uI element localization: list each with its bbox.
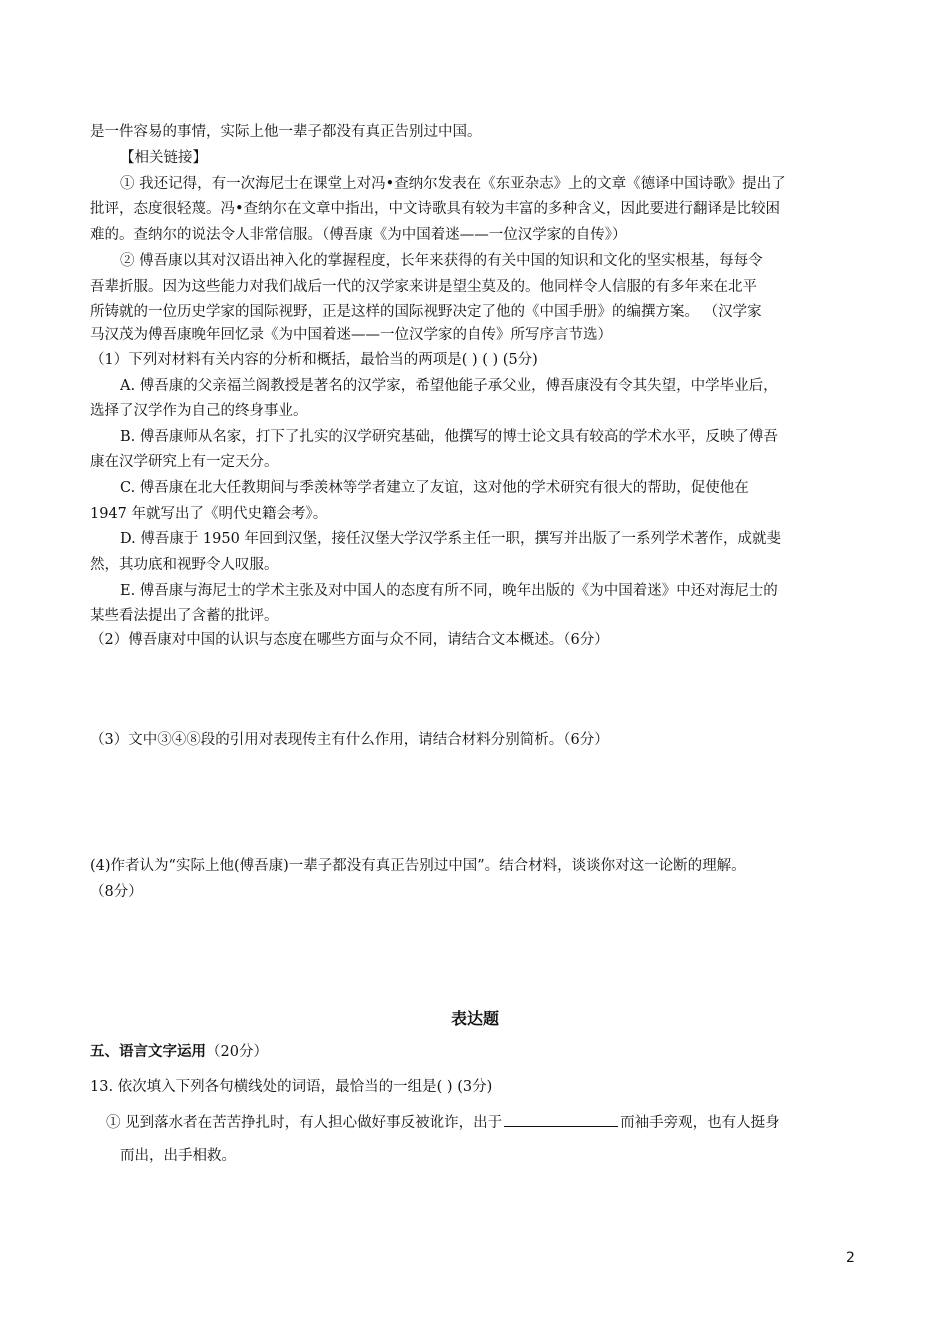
option-a: A. 傅吾康的父亲福兰阁教授是著名的汉学家，希望他能子承父业，傅吾康没有令其失望，中学毕业后， xyxy=(120,378,778,394)
section-five-title xyxy=(90,1042,870,1062)
section-heading: 表达题 xyxy=(450,1009,499,1028)
question-4-score: （8分） xyxy=(90,884,143,900)
section-five-score: （20分） xyxy=(206,1044,268,1060)
option-b: B. 傅吾康师从名家，打下了扎实的汉学研究基础，他撰写的博士论文具有较高的学术水平，反映了傅吾 xyxy=(120,429,778,445)
answer-blank[interactable] xyxy=(504,1112,618,1127)
text-line: 马汉茂为傅吾康晚年回忆录《为中国着迷——一位汉学家的自传》所写序言节选） xyxy=(90,327,612,343)
text-line: 批评，态度很轻蔑。冯•查纳尔在文章中指出，中文诗歌具有较为丰富的多种含义，因此要进行翻译是比较困 xyxy=(90,201,781,217)
question-13-item-1 xyxy=(106,1112,870,1133)
option-d: D. 傅吾康于 1950 年回到汉堡，接任汉堡大学汉学系主任一职，撰写并出版了一系列学术著作，成就斐 xyxy=(120,531,781,547)
option-c-cont: 1947 年就写出了《明代史籍会考》。 xyxy=(90,506,328,522)
text-line: 吾辈折服。因为这些能力对我们战后一代的汉学家来讲是望尘莫及的。他同样令人信服的有多年来在北平 xyxy=(90,279,757,295)
text-line: 是一件容易的事情，实际上他一辈子都没有真正告别过中国。 xyxy=(90,124,482,140)
option-b-cont: 康在汉学研究上有一定天分。 xyxy=(90,454,279,470)
text-line: 难的。查纳尔的说法令人非常信服。（傅吾康《为中国着迷——一位汉学家的自传》） xyxy=(90,227,627,243)
question-1: （1）下列对材料有关内容的分析和概括，最恰当的两项是( ) ( ) (5分) xyxy=(90,352,538,368)
question-13-item-1-cont: 而出，出手相救。 xyxy=(120,1148,236,1164)
question-13: 13. 依次填入下列各句横线处的词语，最恰当的一组是( ) (3分) xyxy=(90,1079,493,1095)
question-3: （3）文中③④⑧段的引用对表现传主有什么作用，请结合材料分别简析。（6分） xyxy=(90,732,609,748)
text-line: ② 傅吾康以其对汉语出神入化的掌握程度，长年来获得的有关中国的知识和文化的坚实根基，每每令 xyxy=(120,253,763,269)
related-links-label: 【相关链接】 xyxy=(120,150,207,166)
text-line: 所铸就的一位历史学家的国际视野，正是这样的国际视野决定了他的《中国手册》的编撰方案。 （汉学家 xyxy=(90,304,762,320)
option-e-cont: 某些看法提出了含蓄的批评。 xyxy=(90,608,279,624)
section-five-label: 五、语言文字运用 xyxy=(90,1044,206,1060)
option-a-cont: 选择了汉学作为自己的终身事业。 xyxy=(90,403,308,419)
text-line: ① 我还记得，有一次海尼士在课堂上对冯•查纳尔发表在《东亚杂志》上的文章《德译中国诗歌》提出了 xyxy=(120,176,786,192)
option-e: E. 傅吾康与海尼士的学术主张及对中国人的态度有所不同，晚年出版的《为中国着迷》中还对海尼士的 xyxy=(120,583,778,599)
option-c: C. 傅吾康在北大任教期间与季羡林等学者建立了友谊，这对他的学术研究有很大的帮助，促使他在 xyxy=(120,480,749,496)
question-4: (4)作者认为“实际上他(傅吾康)一辈子都没有真正告别过中国”。结合材料，谈谈你对这一论断的理解。 xyxy=(90,858,746,874)
item-1-text-after: 而袖手旁观，也有人挺身 xyxy=(620,1115,780,1131)
page-number: 2 xyxy=(846,1250,855,1266)
option-d-cont: 然，其功底和视野令人叹服。 xyxy=(90,557,279,573)
item-1-text-before: ① 见到落水者在苦苦挣扎时，有人担心做好事反被讹诈，出于 xyxy=(106,1115,503,1131)
question-2: （2）傅吾康对中国的认识与态度在哪些方面与众不同，请结合文本概述。（6分） xyxy=(90,632,609,648)
